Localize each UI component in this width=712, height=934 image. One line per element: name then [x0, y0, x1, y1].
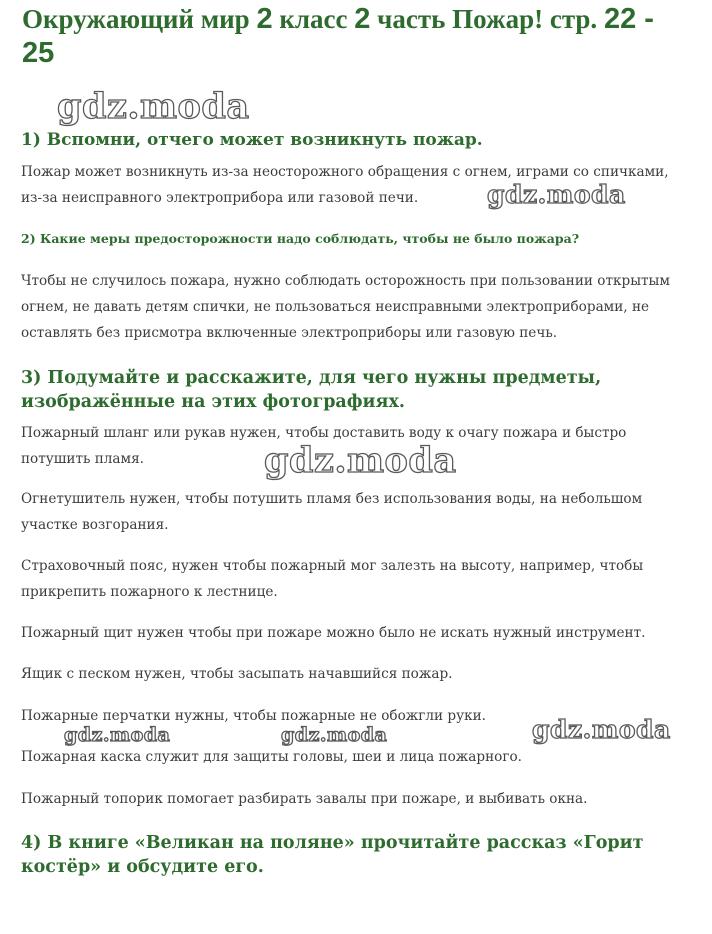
answer-3-item: Пожарный шланг или рукав нужен, чтобы доставить воду к очагу пожара и быстро потушить пламя.: [21, 425, 627, 467]
watermark-logo: gdz.moda: [281, 724, 388, 746]
watermark-logo: gdz.moda: [57, 86, 250, 127]
answer-3-item: Пожарный топорик помогает разбирать завалы при пожаре, и выбивать окна.: [21, 791, 588, 807]
answer-3-item: Пожарный щит нужен чтобы при пожаре можно было не искать нужный инструмент.: [21, 625, 646, 641]
answer-3-item: Страховочный пояс, нужен чтобы пожарный мог залезть на высоту, например, чтобы прикрепить пожарного к лестнице.: [21, 558, 644, 600]
title-text-1: Окружающий мир: [22, 4, 257, 34]
page-title: [22, 2, 692, 70]
title-grade-number: 2: [256, 3, 273, 35]
question-3-heading: 3) Подумайте и расскажите, для чего нужны предметы, изображённые на этих фотографиях.: [21, 368, 602, 412]
answer-1-text: Пожар может возникнуть из-за неосторожного обращения с огнем, играми со спичками, из-за неисправного электроприбора или газовой печи.: [21, 164, 669, 206]
question-1-heading: 1) Вспомни, отчего может возникнуть пожар.: [21, 130, 483, 150]
watermark-logo: gdz.moda: [64, 724, 171, 746]
title-text-3: часть Пожар! стр.: [370, 4, 604, 34]
answer-3-item: Пожарные перчатки нужны, чтобы пожарные не обожгли руки.: [21, 708, 486, 724]
title-page-range: 22 - 25: [22, 3, 654, 69]
watermark-logo: gdz.moda: [532, 715, 671, 744]
question-2-heading: 2) Какие меры предосторожности надо соблюдать, чтобы не было пожара?: [21, 231, 580, 246]
question-4-heading: 4) В книге «Великан на поляне» прочитайте рассказ «Горит костёр» и обсудите его.: [21, 833, 644, 877]
answer-3-item: Огнетушитель нужен, чтобы потушить пламя без использования воды, на небольшом участке возгорания.: [21, 491, 643, 533]
title-text-2: класс: [272, 4, 355, 34]
title-part-number: 2: [354, 3, 371, 35]
answer-3-item: Ящик с песком нужен, чтобы засыпать начавшийся пожар.: [21, 666, 453, 682]
answer-3-item: Пожарная каска служит для защиты головы, шеи и лица пожарного.: [21, 749, 522, 765]
answer-2-text: Чтобы не случилось пожара, нужно соблюдать осторожность при пользовании открытым огнем, не давать детям спички, не пользоваться неисправными электроприборами, не оставлять без присмотра включенные электроприборы или газовую печь.: [21, 273, 670, 341]
watermark-logo: gdz.moda: [264, 440, 457, 481]
watermark-logo: gdz.moda: [487, 180, 626, 209]
